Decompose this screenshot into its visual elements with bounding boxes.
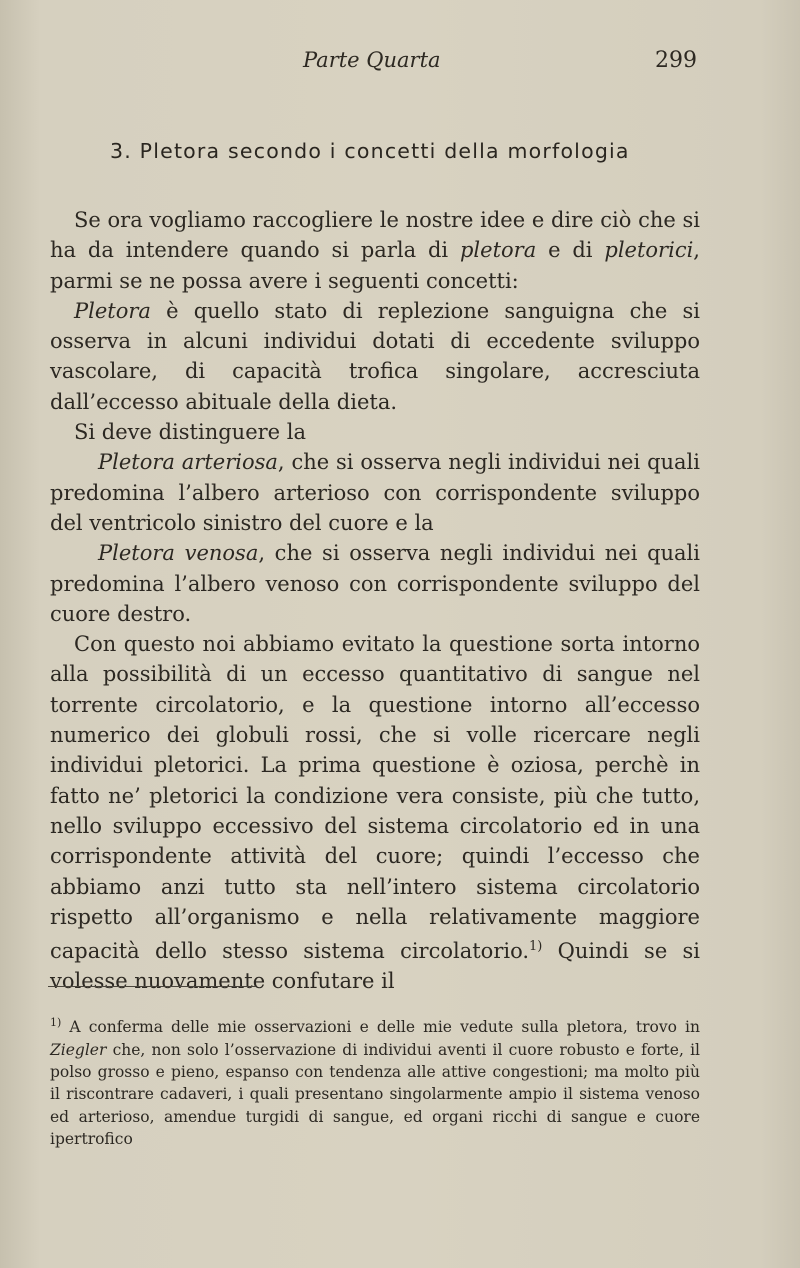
- italic-term: pletorici: [604, 238, 694, 263]
- italic-term: Pletora arteriosa: [98, 450, 278, 475]
- italic-term: pletora: [459, 238, 537, 263]
- text-run: A conferma delle mie osservazioni e delle mie vedute sulla pletora, trovo in: [61, 1018, 700, 1037]
- text-run: , parmi se ne possa avere i seguenti concetti:: [50, 238, 700, 293]
- footnote-reference: 1): [529, 939, 543, 955]
- footnote: [50, 1012, 700, 1151]
- text-run: che, non solo l’osservazione di individui aventi il cuore robusto e forte, il polso grosso e pieno, espanso con tendenza alle attive congestioni; ma molto più il riscontrare cadaveri, i quali presentano singolarmente ampio il sistema venoso ed arterioso, amendue turgidi di sangue, ed organi ricchi di sangue e cuore ipertrofico: [50, 1040, 700, 1149]
- paragraph-discussion: [50, 629, 700, 997]
- section-heading: 3. Pletora secondo i concetti della morfologia: [110, 139, 630, 163]
- footnote-divider: [48, 986, 256, 987]
- paragraph-distinction: Si deve distinguere la: [74, 420, 307, 445]
- footnote-marker: 1): [50, 1016, 62, 1029]
- text-run: Quindi se si volesse nuovamente confutare il: [50, 939, 700, 994]
- body-text: [50, 205, 700, 997]
- running-title: Parte Quarta: [303, 48, 441, 72]
- italic-term: Pletora venosa: [98, 541, 259, 566]
- italic-term: Pletora: [74, 298, 151, 323]
- page-header: [0, 48, 800, 80]
- text-run: è quello stato di replezione sanguigna che si osserva in alcuni individui dotati di eccedente sviluppo vascolare, di capacità trofica singolare, accresciuta dall’eccesso abituale della dieta.: [50, 298, 700, 414]
- paragraph-venous: [50, 538, 700, 629]
- page-number: 299: [655, 48, 697, 73]
- text-run: , che si osserva negli individui nei quali predomina l’albero arterioso con corrispondente sviluppo del ventricolo sinistro del cuore e la: [50, 450, 700, 535]
- author-name: Ziegler: [50, 1040, 107, 1059]
- paragraph-definition: [50, 296, 700, 417]
- paragraph-intro: [50, 205, 700, 296]
- text-run: Con questo noi abbiamo evitato la questione sorta intorno alla possibilità di un eccesso quantitativo di sangue nel torrente circolatorio, e la questione intorno all’eccesso numerico dei globuli rossi, che si volle ricercare negli individui pletorici. La prima questione è oziosa, perchè in fatto ne’ pletorici la condizione vera consiste, più che tutto, nello sviluppo eccessivo del sistema circolatorio ed in una corrispondente attività del cuore; quindi l’eccesso che abbiamo anzi tutto sta nell’intero sistema circolatorio rispetto all’organismo e nella relativamente maggiore capacità dello stesso sistema circolatorio.: [50, 632, 700, 964]
- text-run: Se ora vogliamo raccogliere le nostre idee e dire ciò che si ha da intendere quando si parla di: [50, 208, 700, 263]
- text-run: , che si osserva negli individui nei quali predomina l’albero venoso con corrispondente sviluppo del cuore destro.: [50, 541, 700, 626]
- text-run: e di: [536, 238, 605, 263]
- paragraph-arterial: [50, 447, 700, 538]
